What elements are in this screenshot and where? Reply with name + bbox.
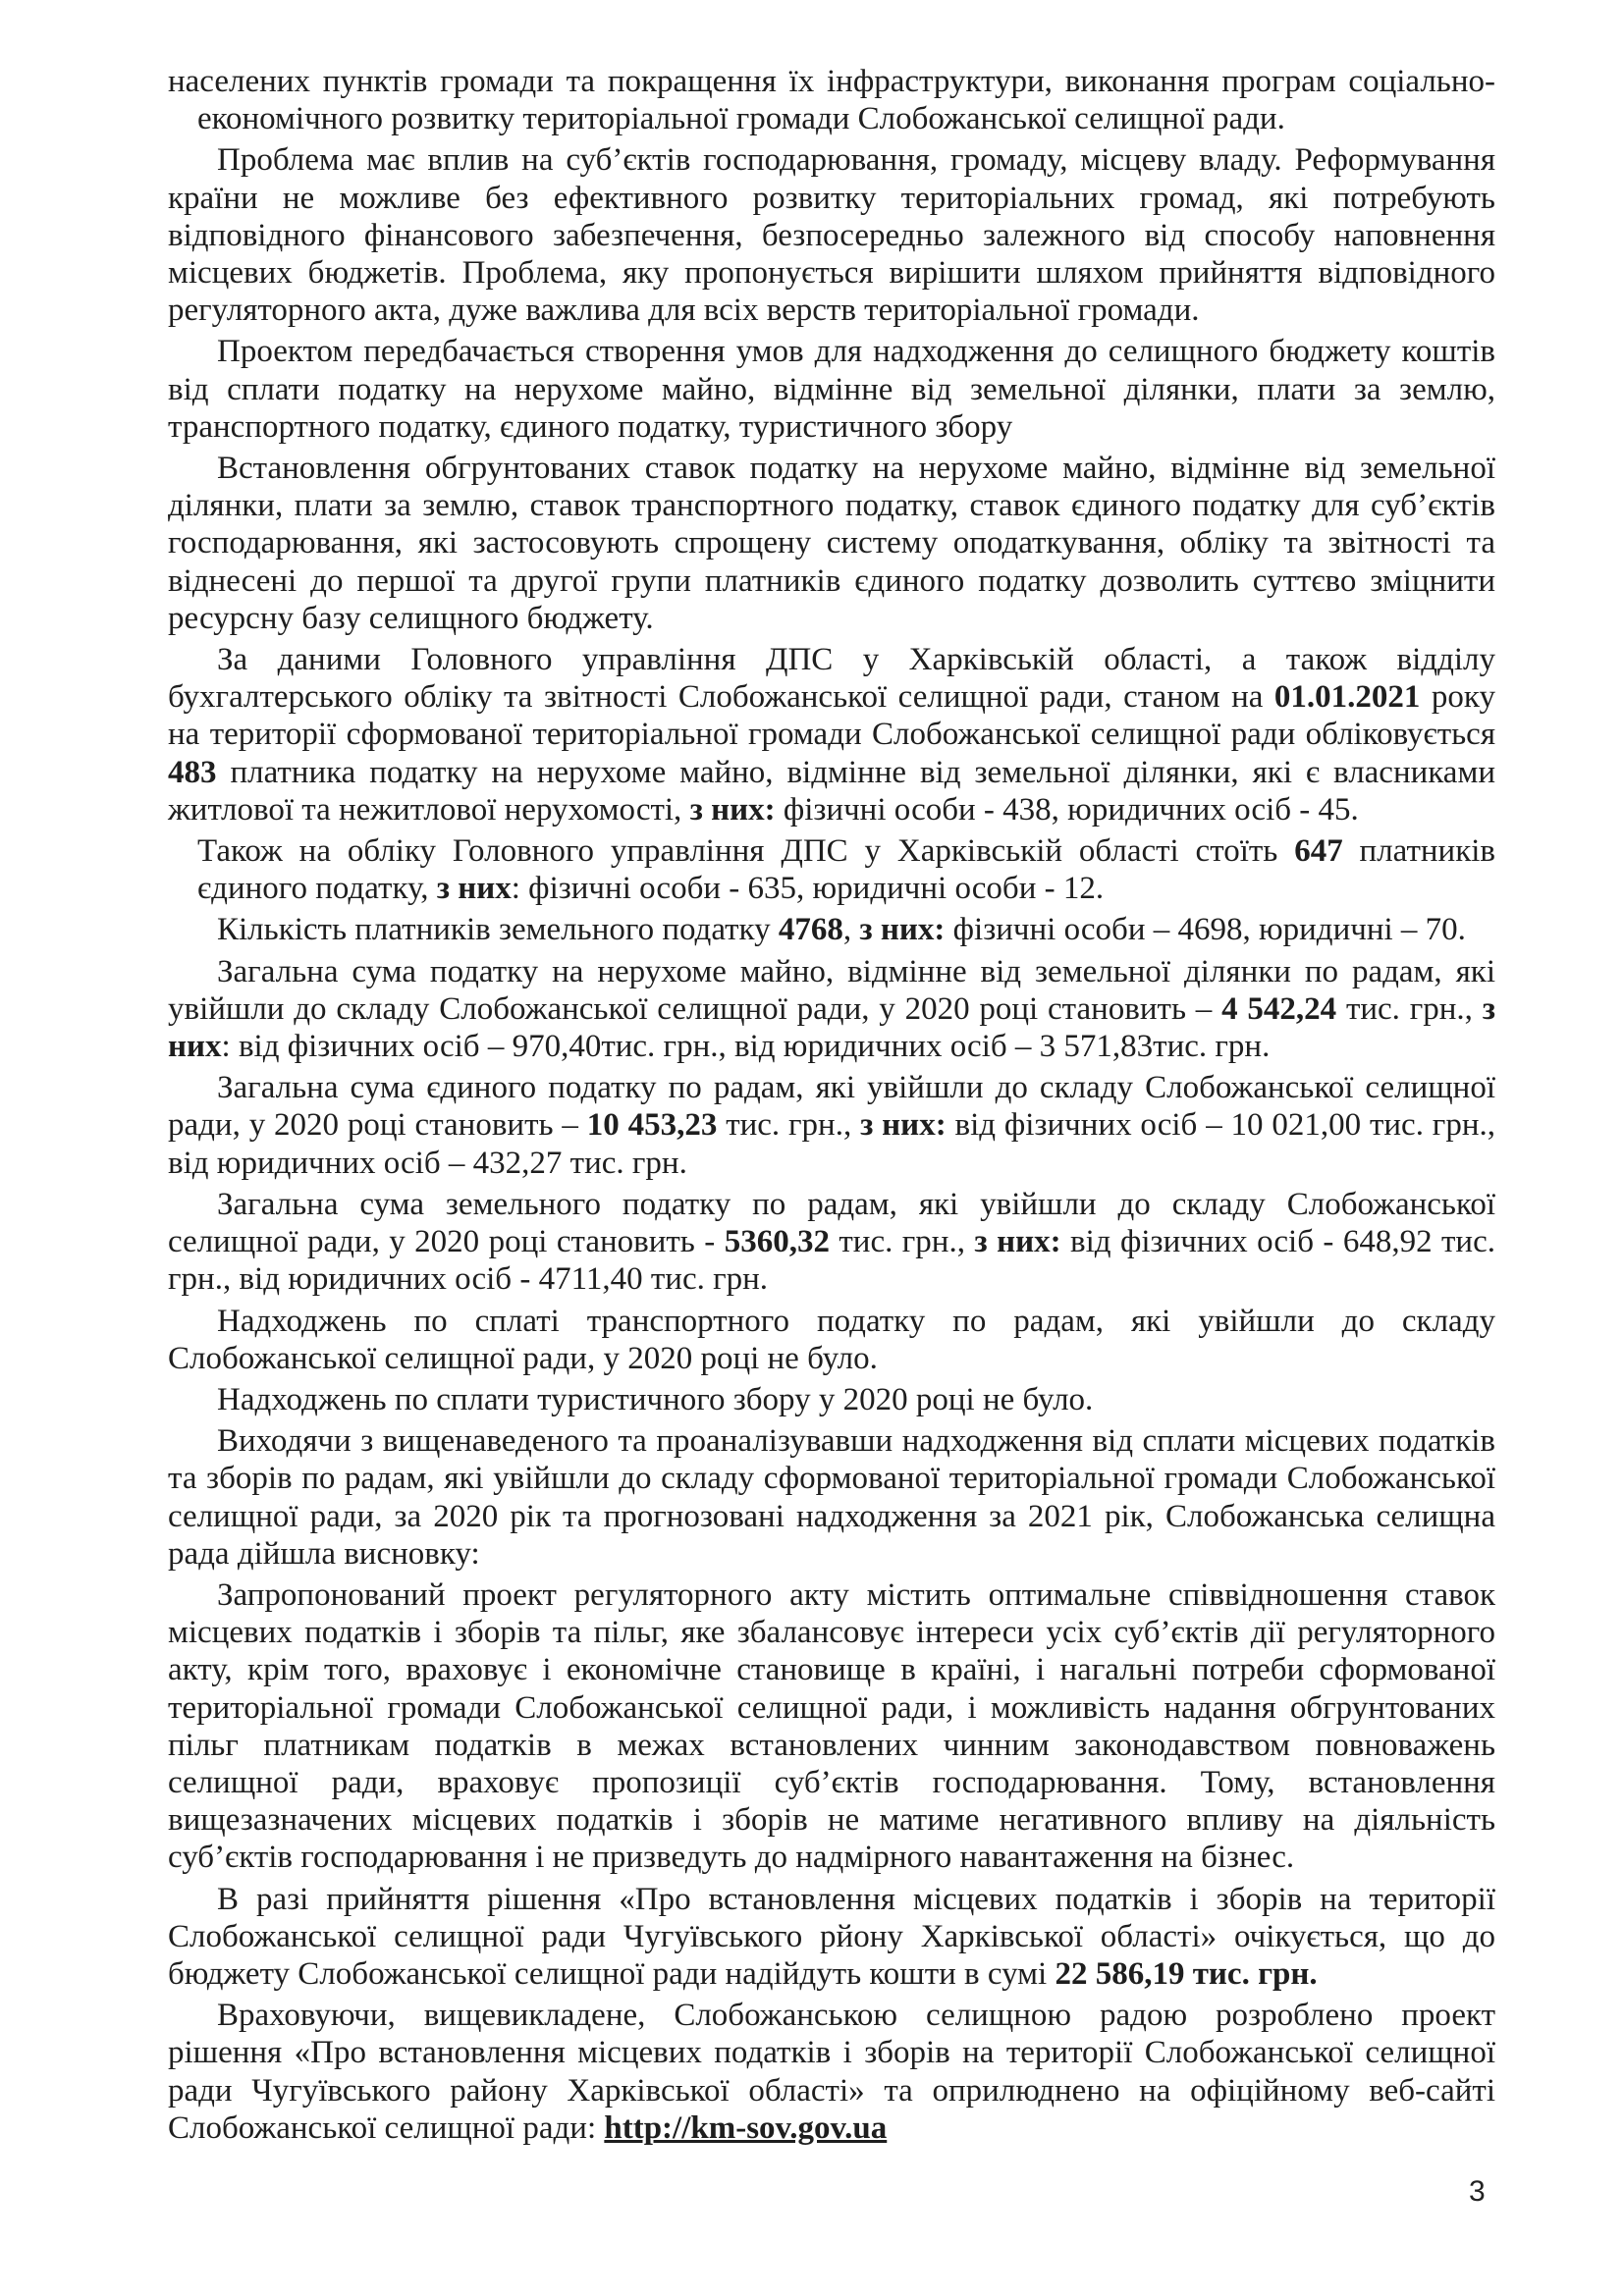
paragraph-text: Кількість платників земельного податку <box>217 912 779 948</box>
paragraph-conclusion <box>168 1576 1495 1877</box>
bold-label: з них: <box>860 1107 947 1144</box>
paragraph-text: від фізичних осіб - 648,92 тис. грн., від юридичних осіб - 4711,40 тис. грн. <box>168 1224 1495 1298</box>
paragraph-text: платника податку на нерухоме майно, відмінне від земельної ділянки, які є власниками житлової та нежитлової нерухомості, <box>168 754 1495 828</box>
paragraph-tourist-fee <box>168 1381 1495 1418</box>
paragraph-text: Загальна сума єдиного податку по радам, які увійшли до складу Слобожанської селищної ради, у 2020 році становить – <box>168 1070 1495 1144</box>
paragraph-text: Встановлення обгрунтованих ставок податку на нерухоме майно, відмінне від земельної ділянки, плати за землю, ставок транспортного податку, ставок єдиного податку для суб’єктів господарювання, які застосовують спрощену систему оподаткування, обліку та звітності та віднесені до першої та другої групи платників єдиного податку дозволить суттєво зміцнити ресурсну базу селищного бюджету. <box>168 451 1495 636</box>
paragraph-text: Запропонований проект регуляторного акту містить оптимальне співвідношення ставок місцевих податків і зборів та пільг, яке збалансовує інтереси усіх суб’єктів дії регуляторного акту, крім того, враховує і економічне становище в країні, і нагальні потреби сформованої територіальної громади Слобожанської селищної ради, і можливість надання обгрунтованих пільг платникам податків в межах встановлених чинним законодавством повноважень селищної ради, враховує пропозиції суб’єктів господарювання. Тому, встановлення вищезазначених місцевих податків і зборів не матиме негативного впливу на діяльність суб’єктів господарювання і не призведуть до надмірного навантаження на бізнес. <box>168 1576 1495 1876</box>
paragraph-text: Надходжень по сплаті транспортного податку по радам, які увійшли до складу Слобожанської селищної ради, у 2020 році не було. <box>168 1303 1495 1376</box>
bold-label: з них: <box>689 791 776 828</box>
paragraph-conclusion-intro <box>168 1422 1495 1573</box>
count-value: 4768 <box>778 912 843 948</box>
count-value: 647 <box>1294 833 1343 870</box>
paragraph-text: Проблема має вплив на суб’єктів господарювання, громаду, місцеву владу. Реформування країни не можливе без ефективного розвитку територіальних громад, які потребують відповідного фінансового забезпечення, безпосередньо залежного від способу наповнення місцевих бюджетів. Проблема, яку пропонується вирішити шляхом прийняття відповідного регуляторного акта, дуже важлива для всіх верств територіальної громади. <box>168 142 1495 329</box>
paragraph-single-tax-sum <box>168 1069 1495 1182</box>
paragraph-text: тис. грн., <box>717 1107 861 1144</box>
paragraph-text: Проектом передбачається створення умов для надходження до селищного бюджету коштів від сплати податку на нерухоме майно, відмінне від земельної ділянки, плати за землю, транспортного податку, єдиного податку, туристичного збору <box>168 334 1495 445</box>
paragraph-land-tax-payers <box>168 911 1495 948</box>
sum-value: 5360,32 <box>724 1224 830 1260</box>
paragraph-text: року на території сформованої територіальної громади Слобожанської селищної ради обліковується <box>168 679 1495 753</box>
sum-value: 22 586,19 тис. грн. <box>1055 1955 1318 1992</box>
document-body <box>168 63 1495 2151</box>
sum-value: 10 453,23 <box>586 1107 718 1144</box>
paragraph-transport-tax <box>168 1303 1495 1377</box>
paragraph-rates <box>168 450 1495 637</box>
sum-value: 4 542,24 <box>1221 990 1337 1027</box>
paragraph-text: тис. грн., <box>829 1224 975 1260</box>
paragraph-land-tax-sum <box>168 1186 1495 1299</box>
paragraph-text: Також на обліку Головного управління ДПС у Харківській області стоїть <box>197 833 1295 870</box>
paragraph-property-tax-payers <box>168 641 1495 828</box>
bold-label: з них <box>436 871 512 907</box>
paragraph-problem <box>168 141 1495 329</box>
paragraph-text: фізичні особи - 438, юридичних осіб - 45. <box>775 791 1359 828</box>
paragraph-property-tax-sum <box>168 953 1495 1066</box>
paragraph-text: За даними Головного управління ДПС у Харківській області, а також відділу бухгалтерського обліку та звітності Слобожанської селищної ради, станом на <box>168 642 1495 716</box>
paragraph-text: Виходячи з вищенаведеного та проаналізувавши надходження від сплати місцевих податків та зборів по радам, які увійшли до складу сформованої територіальної громади Слобожанської селищної ради, за 2020 рік та прогнозовані надходження за 2021 рік, Слобожанська селищна рада дійшла висновку: <box>168 1423 1495 1572</box>
paragraph-text: Загальна сума земельного податку по радам, які увійшли до складу Слобожанської селищної ради, у 2020 році становить - <box>168 1186 1495 1260</box>
paragraph-text: : від фізичних осіб – 970,40тис. грн., від юридичних осіб – 3 571,83тис. грн. <box>221 1029 1271 1065</box>
paragraph-text: , <box>842 912 860 948</box>
paragraph-single-tax-payers <box>168 832 1495 907</box>
paragraph-infrastructure <box>168 63 1495 137</box>
paragraph-text: Загальна сума податку на нерухоме майно, відмінне від земельної ділянки по радам, які увійшли до складу Слобожанської селищної ради, у 2020 році становить – <box>168 953 1495 1027</box>
paragraph-text: тис. грн., <box>1336 990 1483 1027</box>
paragraph-text: населених пунктів громади та покращення їх інфраструктури, виконання програм соціально-економічного розвитку територіальної громади Слобожанської селищної ради. <box>168 64 1495 137</box>
bold-label: з них: <box>974 1224 1061 1260</box>
paragraph-project-conditions <box>168 333 1495 446</box>
paragraph-text: В разі прийняття рішення «Про встановлення місцевих податків і зборів на території Слобожанської селищної ради Чугуївського рйону Харківської області» очікується, що до бюджету Слобожанської селищної ради надійдуть кошти в сумі <box>168 1881 1495 1992</box>
paragraph-text: : фізичні особи - 635, юридичні особи - 12. <box>511 871 1105 907</box>
paragraph-publication <box>168 1997 1495 2147</box>
website-link[interactable]: http://km-sov.gov.ua <box>604 2109 888 2146</box>
paragraph-text: Надходжень по сплати туристичного збору у 2020 році не було. <box>217 1381 1094 1417</box>
paragraph-text: фізичні особи – 4698, юридичні – 70. <box>945 912 1466 948</box>
page-number: 3 <box>1469 2175 1486 2208</box>
paragraph-text: від фізичних осіб – 10 021,00 тис. грн., від юридичних осіб – 432,27 тис. грн. <box>168 1107 1495 1181</box>
paragraph-text: Враховуючи, вищевикладене, Слобожанською селищною радою розроблено проект рішення «Про встановлення місцевих податків і зборів на території Слобожанської селищної ради Чугуївського району Харківської області» та оприлюднено на офіційному веб-сайті Слобожанської селищної ради: <box>168 1998 1495 2146</box>
count-value: 483 <box>168 754 217 790</box>
date-value: 01.01.2021 <box>1273 679 1421 716</box>
bold-label: з них: <box>859 912 946 948</box>
paragraph-expected-revenue <box>168 1881 1495 1994</box>
bold-label: з них <box>168 990 1495 1065</box>
paragraph-text: платників єдиного податку, <box>197 833 1495 907</box>
